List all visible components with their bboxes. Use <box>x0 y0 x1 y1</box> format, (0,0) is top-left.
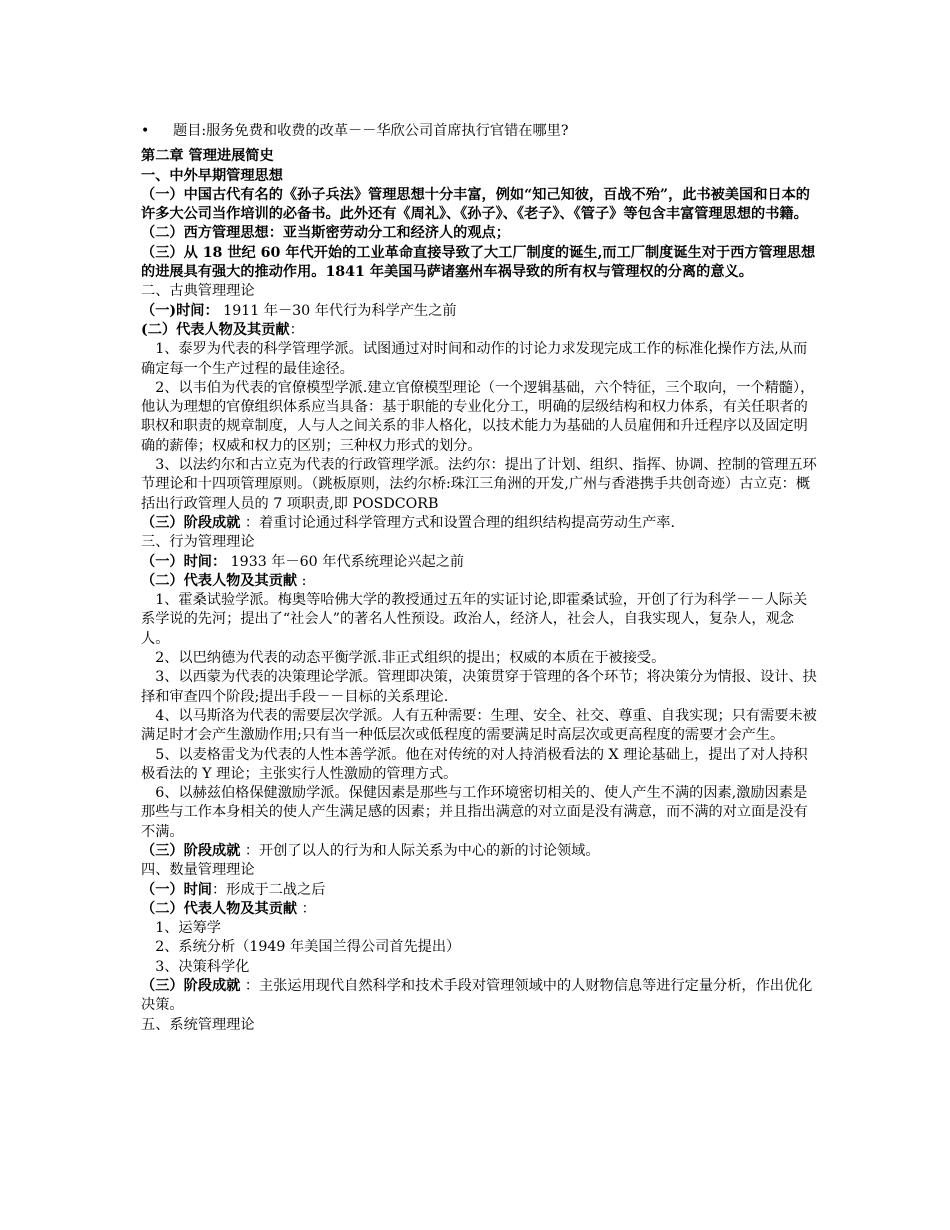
section-5-title: 五、系统管理理论 <box>141 1016 255 1033</box>
rep-tail: ： <box>297 900 316 917</box>
topic-text: 题目:服务免费和收费的改革－－华欣公司首席执行官错在哪里? <box>173 123 569 139</box>
section-3-item-4: 4、以马斯洛为代表的需要层次学派。人有五种需要：生理、安全、社交、尊重、自我实现；只有需要未被满足时才会产生激励作用;只有当一种低层次或低程度的需要满足时高层次或更高程度的需要才会产生。 <box>141 707 817 744</box>
section-4-item-2: 2、系统分析（1949 年美国兰得公司首先提出） <box>155 939 461 956</box>
document-page <box>141 122 821 1035</box>
section-2-rep <box>141 321 821 340</box>
section-2-item-1: 1、泰罗为代表的科学管理学派。试图通过对时间和动作的讨论力求发现完成工作的标准化操作方法,从而确定每一个生产过程的最佳途径。 <box>141 341 808 377</box>
time-text: 1911 年－30 年代行为科学产生之前 <box>218 302 457 319</box>
ach-label: （三）阶段成就 <box>141 978 241 995</box>
section-3-item-3: 3、以西蒙为代表的决策理论学派。管理即决策，决策贯穿于管理的各个环节；将决策分为情报、设计、抉择和审查四个阶段;提出手段－－目标的关系理论. <box>141 669 817 705</box>
section-4-item-1: 1、运筹学 <box>155 920 221 937</box>
ach-text: ：主张运用现代自然科学和技术手段对管理领域中的人财物信息等进行定量分析，作出优化决策。 <box>141 978 813 1014</box>
ach-text: ：着重讨论通过科学管理方式和设置合理的组织结构提高劳动生产率. <box>240 514 675 531</box>
section-1-para-3: （三）从 18 世纪 60 年代开始的工业革命直接导致了大工厂制度的诞生,而工厂制度诞生对于西方管理思想的进展具有强大的推动作用。1841 年美国马萨诸塞州车祸导致的所有权与管理权的分离的意义。 <box>141 244 816 281</box>
time-label: （一）时间 <box>141 881 212 898</box>
rep-tail: : <box>297 572 307 589</box>
ach-label: （三）阶段成就 <box>141 514 241 531</box>
section-2-achievement <box>141 514 821 533</box>
section-3-title: 三、行为管理理论 <box>141 534 255 551</box>
rep-label: （二）代表人物及其贡献 <box>141 900 298 917</box>
rep-tail: ： <box>289 321 304 338</box>
section-4-item-3: 3、决策科学化 <box>155 958 250 975</box>
section-3-item-5: 5、以麦格雷戈为代表的人性本善学派。他在对传统的对人持消极看法的 X 理论基础上，提出了对人持积极看法的 Y 理论；主张实行人性激励的管理方式。 <box>141 746 808 782</box>
section-3-item-1: 1、霍桑试验学派。梅奥等哈佛大学的教授通过五年的实证讨论,即霍桑试验，开创了行为科学－－人际关系学说的先河；提出了“社会人”的著名人性预设。政治人，经济人，社会人，自我实现人，复杂人，观念人。 <box>141 592 808 647</box>
section-3-time <box>141 553 821 572</box>
section-4-achievement <box>141 977 821 1016</box>
time-text: ：形成于二战之后 <box>211 881 326 898</box>
time-label: （一）时间： <box>141 553 227 570</box>
time-text: 1933 年－60 年代系统理论兴起之前 <box>226 553 465 570</box>
section-2-item-3: 3、以法约尔和古立克为代表的行政管理学派。法约尔：提出了计划、组织、指挥、协调、控制的管理五环节理论和十四项管理原则。（跳板原则，法约尔桥:珠江三角洲的开发,广州与香港携手共创奇迹）古立克：概括出行政管理人员的 7 项职责,即 POSDCORB <box>141 457 817 512</box>
ach-text: ：开创了以人的行为和人际关系为中心的新的讨论领域。 <box>240 842 600 859</box>
section-2-time <box>141 302 821 321</box>
topic-line <box>141 122 821 141</box>
section-1-title: 一、中外早期管理思想 <box>141 167 283 184</box>
section-3-item-6: 6、以赫兹伯格保健激励学派。保健因素是那些与工作环境密切相关的、使人产生不满的因素,激励因素是那些与工作本身相关的使人产生满足感的因素；并且指出满意的对立面是没有满意，而不满的对立面是没有不满。 <box>141 785 808 840</box>
section-3-item-2: 2、以巴纳德为代表的动态平衡学派.非正式组织的提出；权威的本质在于被接受。 <box>155 650 666 667</box>
section-4-title: 四、数量管理理论 <box>141 862 255 879</box>
section-2-item-2: 2、以韦伯为代表的官僚模型学派.建立官僚模型理论（一个逻辑基础，六个特征，三个取向，一个精髓），他认为理想的官僚组织体系应当具备：基于职能的专业化分工，明确的层级结构和权力体系，有关任职者的职权和职责的规章制度，人与人之间关系的非人格化，以技术能力为基础的人员雇佣和升迁程序以及固定明确的薪俸；权威和权力的区别；三种权力形式的划分。 <box>141 379 815 454</box>
section-3-achievement <box>141 842 821 861</box>
rep-label: (二）代表人物及其贡献 <box>141 321 290 338</box>
chapter-title: 第二章 管理进展简史 <box>141 148 274 165</box>
section-4-time <box>141 881 821 900</box>
section-3-rep <box>141 572 821 591</box>
rep-label: （二）代表人物及其贡献 <box>141 572 298 589</box>
section-2-title: 二、古典管理理论 <box>141 283 255 300</box>
section-1-para-1: （一）中国古代有名的《孙子兵法》管理思想十分丰富，例如“知己知彼，百战不殆”，此书被美国和日本的许多大公司当作培训的必备书。此外还有《周礼》、《孙子》、《老子》、《管子》等包含丰富管理思想的书籍。 <box>141 186 810 223</box>
section-1-para-2: （二）西方管理思想：亚当斯密劳动分工和经济人的观点； <box>141 225 510 242</box>
section-4-rep <box>141 900 821 919</box>
ach-label: （三）阶段成就 <box>141 842 241 859</box>
bullet-icon: • <box>141 123 150 139</box>
time-label: （一)时间： <box>141 302 219 319</box>
